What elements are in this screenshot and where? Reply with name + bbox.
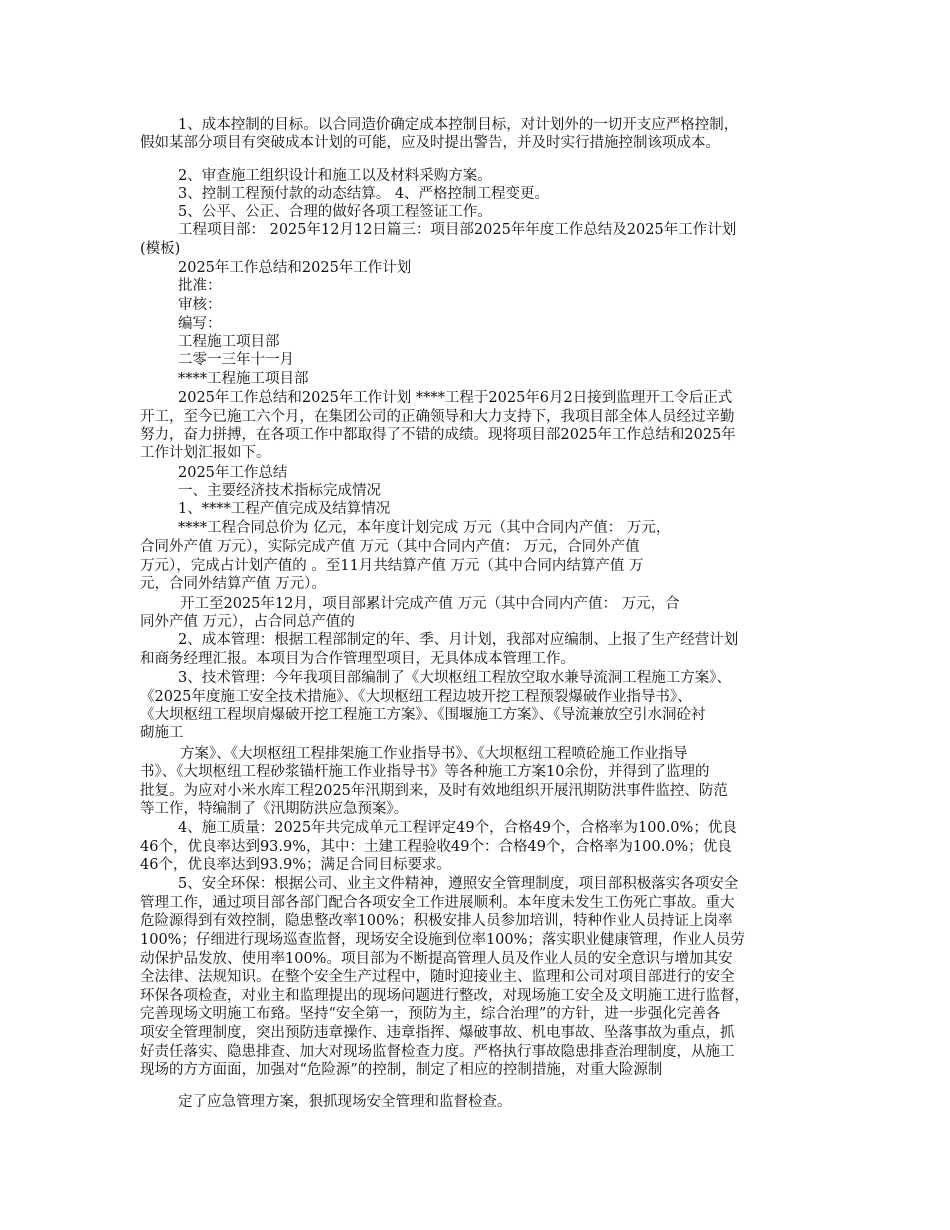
text-line: 方案》、《大坝枢纽工程排架施工作业指导书》、《大坝枢纽工程喷砼施工作业指导 <box>180 746 688 762</box>
text-line: 开工，至今已施工六个月，在集团公司的正确领导和大力支持下，我项目部全体人员经过辛勤 <box>140 409 735 425</box>
text-line: 3、控制工程预付款的动态结算。 4、严格控制工程变更。 <box>178 186 550 202</box>
text-line: 砌施工 <box>140 725 184 741</box>
text-line: 危险源得到有效控制，隐患整改率100%；积极安排人员参加培训，特种作业人员持证上岗率 <box>140 913 733 929</box>
text-line: 环保各项检查，对业主和监理提出的现场问题进行整改，对现场施工安全及文明施工进行监督， <box>140 988 749 1004</box>
text-line: 好责任落实、隐患排查、加大对现场监督检查力度。严格执行事故隐患排查治理制度，从施工 <box>140 1044 735 1060</box>
text-line: 书》、《大坝枢纽工程砂浆锚杆施工作业指导书》等各种施工方案10余份，并得到了监理的 <box>140 764 710 780</box>
text-line: 工程施工项目部 <box>178 334 280 350</box>
text-line: 编写： <box>178 316 222 332</box>
text-line: 4、施工质量：2025年共完成单元工程评定49个，合格49个，合格率为100.0%；优良 <box>178 820 737 836</box>
text-line: 开工至2025年12月，项目部累计完成产值 万元（其中合同内产值： 万元，合 <box>180 596 680 612</box>
text-line: 批复。为应对小米水库工程2025年汛期到来，及时有效地组织开展汛期防洪事件监控、防范 <box>140 783 728 799</box>
text-line: 1、成本控制的目标。以合同造价确定成本控制目标，对计划外的一切开支应严格控制， <box>178 117 739 133</box>
text-line: 全法律、法规知识。在整个安全生产过程中，随时迎接业主、监理和公司对项目部进行的安全 <box>140 969 735 985</box>
text-line: 现场的方方面面，加强对“危险源”的控制，制定了相应的控制措施，对重大险源制 <box>140 1062 663 1078</box>
text-line: 动保护品发放、使用率100%。项目部为不断提高管理人员及作业人员的安全意识与增加其安 <box>140 951 733 967</box>
text-line: 一、主要经济技术指标完成情况 <box>178 483 381 499</box>
text-line: 46个，优良率达到93.9%；满足合同目标要求。 <box>140 857 452 873</box>
text-line: 5、安全环保：根据公司、业主文件精神，遵照安全管理制度，项目部积极落实各项安全 <box>178 876 739 892</box>
text-line: 批准： <box>178 278 222 294</box>
text-line: 工程项目部： 2025年12月12日篇三：项目部2025年年度工作总结及2025年工作计划 <box>178 222 737 238</box>
text-line: 元，合同外结算产值 万元）。 <box>140 576 326 592</box>
text-line: 完善现场文明施工布臵。坚持“安全第一，预防为主，综合治理”的方针，进一步强化完善各 <box>140 1006 721 1022</box>
text-line: 1、****工程产值完成及结算情况 <box>178 501 391 517</box>
text-line: 2025年工作总结 <box>178 465 288 481</box>
text-line: 100%；仔细进行现场巡查监督，现场安全设施到位率100%；落实职业健康管理，作业人员劳 <box>140 932 745 948</box>
text-line: 同外产值 万元），占合同总产值的 <box>140 614 355 630</box>
text-line: 管理工作，通过项目部各部门配合各项安全工作进展顺利。本年度未发生工伤死亡事故。重大 <box>140 895 735 911</box>
text-line: 合同外产值 万元），实际完成产值 万元（其中合同内产值： 万元，合同外产值 <box>140 539 640 555</box>
text-line: ****工程合同总价为 亿元，本年度计划完成 万元（其中合同内产值： 万元， <box>178 520 671 536</box>
text-line: 项安全管理制度，突出预防违章操作、违章指挥、爆破事故、机电事故、坠落事故为重点，抓 <box>140 1025 735 1041</box>
text-line: 万元），完成占计划产值的 。至11月共结算产值 万元（其中合同内结算产值 万 <box>140 558 644 574</box>
text-line: 工作计划汇报如下。 <box>140 445 271 461</box>
text-line: 5、公平、公正、合理的做好各项工程签证工作。 <box>178 204 492 220</box>
text-line: 等工作，特编制了《汛期防洪应急预案》。 <box>140 801 409 817</box>
text-line: 二零一三年十一月 <box>178 352 294 368</box>
text-line: 2、成本管理：根据工程部制定的年、季、月计划，我部对应编制、上报了生产经营计划 <box>178 632 739 648</box>
text-line: 2025年工作总结和2025年工作计划 ****工程于2025年6月2日接到监理开工令后正式 <box>178 390 733 406</box>
text-line: ****工程施工项目部 <box>178 371 309 387</box>
text-line: 2025年工作总结和2025年工作计划 <box>178 260 412 276</box>
text-line: 3、技术管理：今年我项目部编制了《大坝枢纽工程放空取水兼导流洞工程施工方案》、 <box>178 670 731 686</box>
text-line: (模板) <box>140 241 181 257</box>
text-line: 审核： <box>178 297 222 313</box>
text-line: 《大坝枢纽工程坝肩爆破开挖工程施工方案》、《围堰施工方案》、《导流兼放空引水洞砼衬 <box>140 707 706 723</box>
text-line: 2、审查施工组织设计和施工以及材料采购方案。 <box>178 168 492 184</box>
text-line: 和商务经理汇报。本项目为合作管理型项目，无具体成本管理工作。 <box>140 651 575 667</box>
text-line: 46个，优良率达到93.9%，其中：土建工程验收49个：合格49个，合格率为100.0%；优良 <box>140 839 732 855</box>
text-line: 《2025年度施工安全技术措施》、《大坝枢纽工程边坡开挖工程预裂爆破作业指导书》、 <box>140 689 692 705</box>
text-line: 定了应急管理方案，狠抓现场安全管理和监督检查。 <box>178 1094 512 1110</box>
text-line: 假如某部分项目有突破成本计划的可能，应及时提出警告，并及时实行措施控制该项成本。 <box>140 135 720 151</box>
text-line: 努力，奋力拼搏，在各项工作中都取得了不错的成绩。现将项目部2025年工作总结和2025年 <box>140 427 736 443</box>
